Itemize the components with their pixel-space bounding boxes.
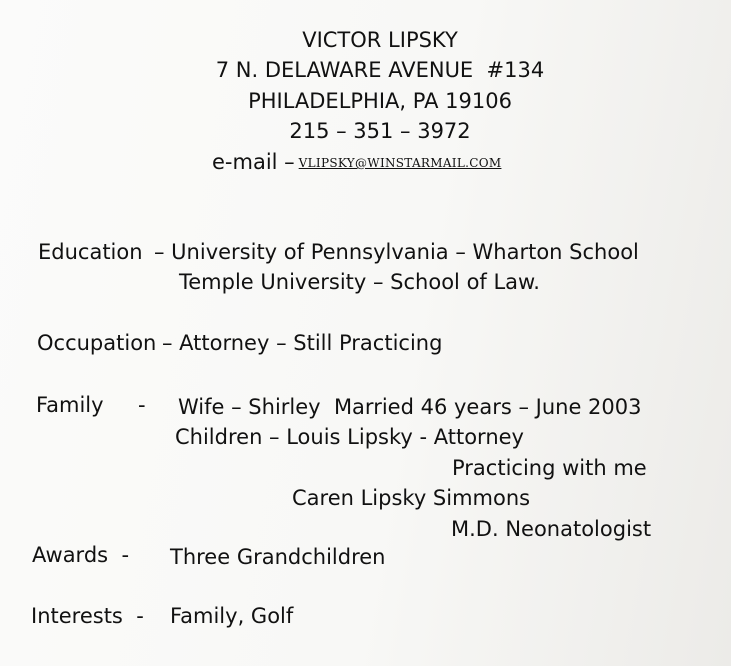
occupation-label: Occupation — [37, 331, 157, 355]
family-wife: Wife – Shirley Married 46 years – June 2003 — [178, 395, 642, 419]
interests-label: Interests - — [31, 604, 144, 628]
header-email — [212, 150, 501, 175]
occupation-value: – Attorney – Still Practicing — [162, 331, 443, 355]
family-caren-detail: M.D. Neonatologist — [451, 517, 652, 541]
awards-value: Three Grandchildren — [170, 545, 386, 569]
awards-label: Awards - — [32, 543, 130, 567]
interests-value: Family, Golf — [170, 604, 294, 628]
header-phone: 215 – 351 – 3972 — [289, 119, 471, 143]
family-children: Children – Louis Lipsky - Attorney — [175, 425, 524, 449]
family-label: Family — [36, 393, 104, 417]
education-line-2: Temple University – School of Law. — [179, 270, 540, 294]
email-address: VLIPSKY@WINSTARMAIL.COM — [298, 156, 502, 170]
family-caren: Caren Lipsky Simmons — [292, 486, 531, 510]
family-dash: - — [138, 393, 146, 417]
education-line-1: – University of Pennsylvania – Wharton School — [154, 240, 639, 264]
header-street: 7 N. DELAWARE AVENUE #134 — [215, 58, 545, 82]
email-label: e-mail – — [212, 150, 295, 174]
family-louis-detail: Practicing with me — [452, 456, 647, 480]
education-label: Education — [38, 240, 143, 264]
header-name: VICTOR LIPSKY — [302, 28, 458, 52]
header-city: PHILADELPHIA, PA 19106 — [248, 89, 512, 113]
